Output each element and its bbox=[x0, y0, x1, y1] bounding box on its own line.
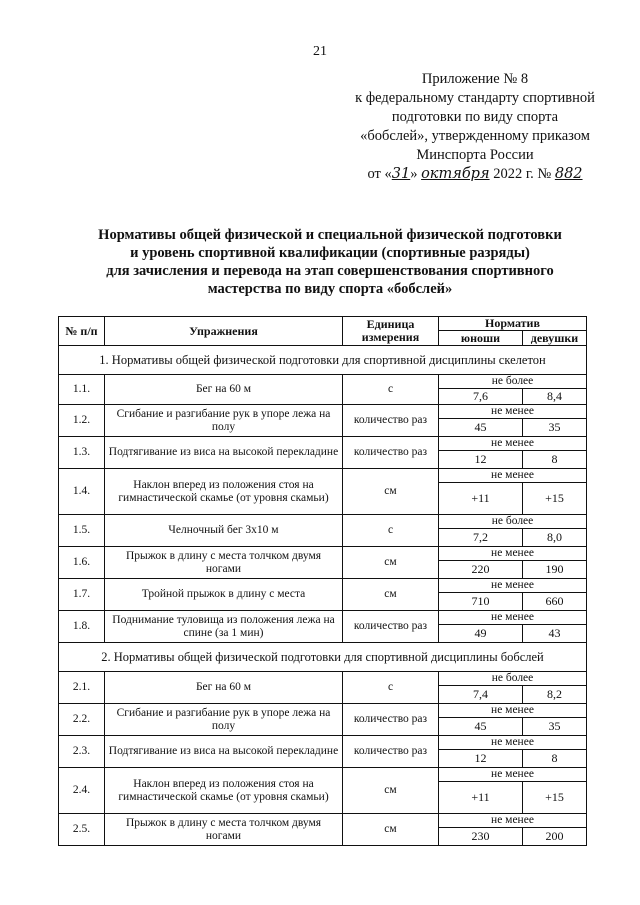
appendix-line2: к федеральному стандарту спортивной bbox=[355, 90, 595, 106]
unit: см bbox=[343, 768, 439, 814]
appendix-line4: «бобслей», утвержденному приказом bbox=[360, 128, 590, 144]
girls-value: 8,0 bbox=[523, 529, 587, 547]
norm-qualifier: не менее bbox=[439, 437, 587, 451]
exercise-name: Наклон вперед из положения стоя на гимнастической скамье (от уровня скамьи) bbox=[105, 768, 343, 814]
boys-value: +11 bbox=[439, 782, 523, 814]
header-exercise: Упражнения bbox=[105, 317, 343, 346]
title-line4: мастерства по виду спорта «бобслей» bbox=[207, 281, 453, 297]
row-number: 1.5. bbox=[59, 515, 105, 547]
norm-qualifier: не менее bbox=[439, 469, 587, 483]
boys-value: 7,2 bbox=[439, 529, 523, 547]
norm-qualifier: не более bbox=[439, 515, 587, 529]
boys-value: 220 bbox=[439, 561, 523, 579]
girls-value: 35 bbox=[523, 419, 587, 437]
table-row bbox=[59, 579, 587, 593]
row-number: 1.2. bbox=[59, 405, 105, 437]
norms-table bbox=[58, 316, 587, 846]
table-row bbox=[59, 672, 587, 686]
unit: количество раз bbox=[343, 736, 439, 768]
girls-value: 8,2 bbox=[523, 686, 587, 704]
norm-qualifier: не менее bbox=[439, 704, 587, 718]
exercise-name: Подтягивание из виса на высокой перекладине bbox=[105, 736, 343, 768]
boys-value: 49 bbox=[439, 625, 523, 643]
appendix-line1: Приложение № 8 bbox=[421, 71, 529, 87]
norm-qualifier: не менее bbox=[439, 814, 587, 828]
unit: количество раз bbox=[343, 611, 439, 643]
unit: с bbox=[343, 375, 439, 405]
unit: количество раз bbox=[343, 405, 439, 437]
exercise-name: Тройной прыжок в длину с места bbox=[105, 579, 343, 611]
girls-value: 43 bbox=[523, 625, 587, 643]
header-unit: Единица измерения bbox=[343, 317, 439, 346]
title-line3: для зачисления и перевода на этап совершенствования спортивного bbox=[106, 263, 554, 279]
norm-qualifier: не более bbox=[439, 375, 587, 389]
unit: количество раз bbox=[343, 704, 439, 736]
girls-value: 190 bbox=[523, 561, 587, 579]
unit: с bbox=[343, 515, 439, 547]
table-row bbox=[59, 547, 587, 561]
boys-value: 7,4 bbox=[439, 686, 523, 704]
section-row bbox=[59, 643, 587, 672]
boys-value: 710 bbox=[439, 593, 523, 611]
appendix-date-line bbox=[330, 165, 620, 184]
row-number: 2.4. bbox=[59, 768, 105, 814]
boys-value: 230 bbox=[439, 828, 523, 846]
exercise-name: Челночный бег 3х10 м bbox=[105, 515, 343, 547]
row-number: 1.7. bbox=[59, 579, 105, 611]
exercise-name: Сгибание и разгибание рук в упоре лежа на полу bbox=[105, 704, 343, 736]
unit: см bbox=[343, 579, 439, 611]
date-month: октября bbox=[421, 166, 490, 182]
section-row bbox=[59, 346, 587, 375]
row-number: 2.3. bbox=[59, 736, 105, 768]
unit: см bbox=[343, 469, 439, 515]
row-number: 1.4. bbox=[59, 469, 105, 515]
title-line2: и уровень спортивной квалификации (спортивные разряды) bbox=[130, 245, 530, 261]
table-row bbox=[59, 375, 587, 389]
table-row bbox=[59, 704, 587, 718]
norm-qualifier: не менее bbox=[439, 768, 587, 782]
row-number: 2.2. bbox=[59, 704, 105, 736]
order-number: 882 bbox=[554, 166, 583, 182]
exercise-name: Бег на 60 м bbox=[105, 672, 343, 704]
unit: количество раз bbox=[343, 437, 439, 469]
table-row bbox=[59, 736, 587, 750]
unit: см bbox=[343, 814, 439, 846]
appendix-header bbox=[330, 70, 620, 184]
section-title: 2. Нормативы общей физической подготовки для спортивной дисциплины бобслей bbox=[59, 643, 587, 672]
section-title: 1. Нормативы общей физической подготовки для спортивной дисциплины скелетон bbox=[59, 346, 587, 375]
exercise-name: Наклон вперед из положения стоя на гимнастической скамье (от уровня скамьи) bbox=[105, 469, 343, 515]
unit: см bbox=[343, 547, 439, 579]
exercise-name: Подтягивание из виса на высокой перекладине bbox=[105, 437, 343, 469]
row-number: 2.1. bbox=[59, 672, 105, 704]
norm-qualifier: не менее bbox=[439, 579, 587, 593]
unit: с bbox=[343, 672, 439, 704]
appendix-line5: Минспорта России bbox=[416, 147, 534, 163]
page-number: 21 bbox=[313, 44, 327, 59]
table-row bbox=[59, 469, 587, 483]
row-number: 1.1. bbox=[59, 375, 105, 405]
row-number: 2.5. bbox=[59, 814, 105, 846]
header-row bbox=[59, 317, 587, 331]
table-row bbox=[59, 437, 587, 451]
header-num: № п/п bbox=[59, 317, 105, 346]
girls-value: 200 bbox=[523, 828, 587, 846]
girls-value: 35 bbox=[523, 718, 587, 736]
exercise-name: Прыжок в длину с места толчком двумя ногами bbox=[105, 547, 343, 579]
girls-value: +15 bbox=[523, 483, 587, 515]
girls-value: +15 bbox=[523, 782, 587, 814]
exercise-name: Сгибание и разгибание рук в упоре лежа на полу bbox=[105, 405, 343, 437]
date-prefix: от « bbox=[367, 166, 392, 182]
boys-value: 12 bbox=[439, 750, 523, 768]
boys-value: 45 bbox=[439, 718, 523, 736]
row-number: 1.3. bbox=[59, 437, 105, 469]
table-row bbox=[59, 814, 587, 828]
date-mid: » bbox=[410, 166, 422, 182]
header-girls: девушки bbox=[523, 331, 587, 346]
boys-value: +11 bbox=[439, 483, 523, 515]
row-number: 1.8. bbox=[59, 611, 105, 643]
boys-value: 7,6 bbox=[439, 389, 523, 405]
exercise-name: Прыжок в длину с места толчком двумя ногами bbox=[105, 814, 343, 846]
exercise-name: Поднимание туловища из положения лежа на спине (за 1 мин) bbox=[105, 611, 343, 643]
header-boys: юноши bbox=[439, 331, 523, 346]
table-row bbox=[59, 611, 587, 625]
table-row bbox=[59, 515, 587, 529]
boys-value: 12 bbox=[439, 451, 523, 469]
norm-qualifier: не более bbox=[439, 672, 587, 686]
norm-qualifier: не менее bbox=[439, 611, 587, 625]
appendix-line3: подготовки по виду спорта bbox=[391, 109, 559, 125]
girls-value: 8,4 bbox=[523, 389, 587, 405]
norm-qualifier: не менее bbox=[439, 736, 587, 750]
document-title bbox=[70, 226, 590, 298]
table-row bbox=[59, 768, 587, 782]
title-line1: Нормативы общей физической и специальной физической подготовки bbox=[98, 227, 562, 243]
row-number: 1.6. bbox=[59, 547, 105, 579]
norm-qualifier: не менее bbox=[439, 547, 587, 561]
girls-value: 8 bbox=[523, 750, 587, 768]
date-day: 31 bbox=[391, 166, 411, 182]
boys-value: 45 bbox=[439, 419, 523, 437]
exercise-name: Бег на 60 м bbox=[105, 375, 343, 405]
girls-value: 660 bbox=[523, 593, 587, 611]
date-year: 2022 г. № bbox=[489, 166, 555, 182]
table-row bbox=[59, 405, 587, 419]
norm-qualifier: не менее bbox=[439, 405, 587, 419]
header-norm: Норматив bbox=[439, 317, 587, 331]
girls-value: 8 bbox=[523, 451, 587, 469]
